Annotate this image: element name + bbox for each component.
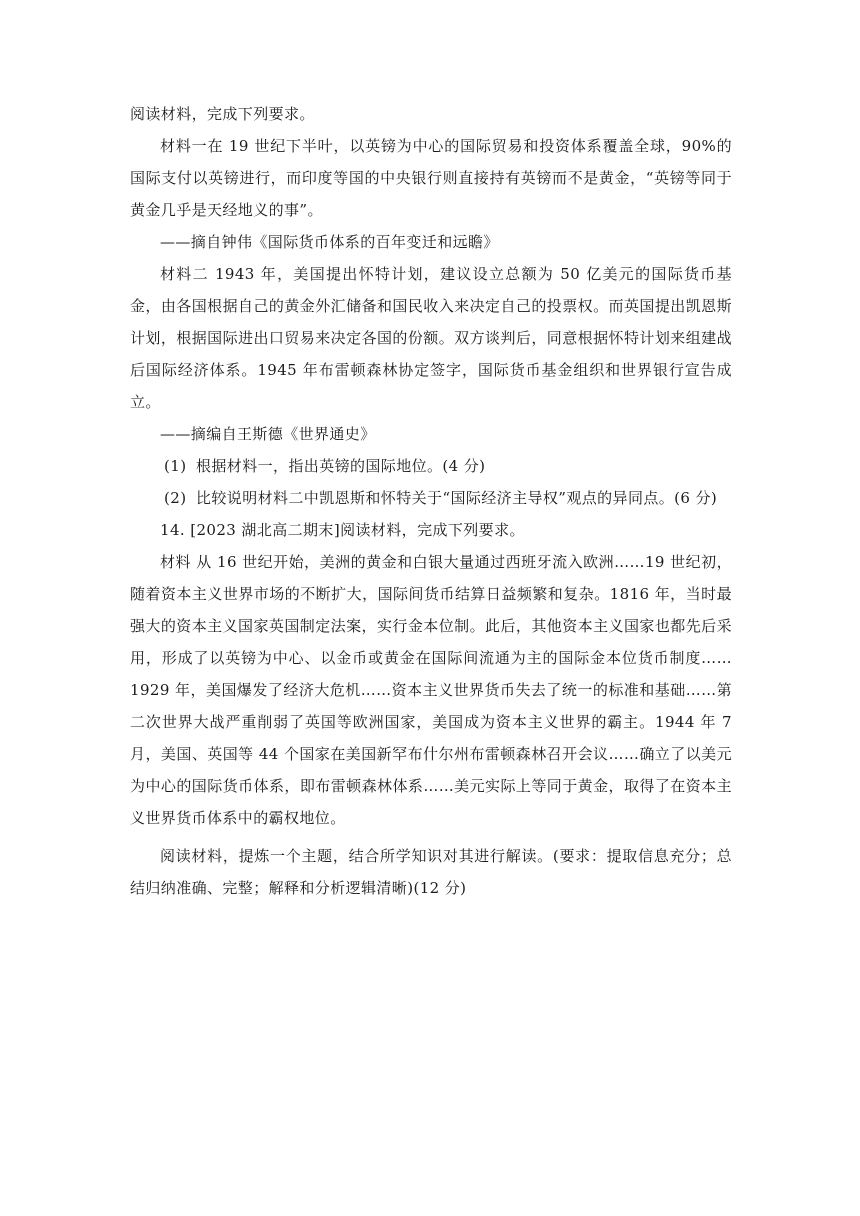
material-3-text: 材料 从 16 世纪开始，美洲的黄金和白银大量通过西班牙流入欧洲……19 世纪初，随着资本主义世界市场的不断扩大，国际间货币结算日益频繁和复杂。1816 年，当时最强大的资本主义国家英国制定法案，实行金本位制。此后，其他资本主义国家也都先后采用，形成了以英镑为中心、以金币或黄金在国际间流通为主的国际金本位货币制度……1929 年，美国爆发了经济大危机……资本主义世界货币失去了统一的标准和基础……第二次世界大战严重削弱了英国等欧洲国家，美国成为资本主义世界的霸主。1944 年 7 月，美国、英国等 44 个国家在美国新罕布什尔州布雷顿森林召开会议……确立了以美元为中心的国际货币体系，即布雷顿森林体系……美元实际上等同于黄金，取得了在资本主义世界货币体系中的霸权地位。 (130, 553, 732, 827)
intro-line: 阅读材料，完成下列要求。 (130, 105, 315, 123)
material-2-source: ——摘编自王斯德《世界通史》 (160, 425, 376, 443)
question-1-text: 根据材料一，指出英镑的国际地位。(4 分) (196, 457, 486, 475)
task-text: 阅读材料，提炼一个主题，结合所学知识对其进行解读。(要求：提取信息充分；总结归纳准确、完整；解释和分析逻辑清晰)(12 分) (130, 847, 732, 897)
material-1-source: ——摘自钟伟《国际货币体系的百年变迁和远瞻》 (160, 233, 499, 251)
question-1 (130, 450, 732, 482)
question-14-title: 14. [2023 湖北高二期末]阅读材料，完成下列要求。 (160, 521, 525, 539)
question-2 (130, 482, 732, 514)
question-1-number: (1) (164, 457, 187, 475)
material-2-text: 材料二 1943 年，美国提出怀特计划，建议设立总额为 50 亿美元的国际货币基金，由各国根据自己的黄金外汇储备和国民收入来决定自己的投票权。而英国提出凯恩斯计划，根据国际进出口贸易来决定各国的份额。双方谈判后，同意根据怀特计划来组建战后国际经济体系。1945 年布雷顿森林协定签字，国际货币基金组织和世界银行宣告成立。 (130, 265, 732, 411)
question-2-text: 比较说明材料二中凯恩斯和怀特关于“国际经济主导权”观点的异同点。(6 分) (196, 489, 718, 507)
material-1-text: 材料一在 19 世纪下半叶，以英镑为中心的国际贸易和投资体系覆盖全球，90%的国际支付以英镑进行，而印度等国的中央银行则直接持有英镑而不是黄金，“英镑等同于黄金几乎是天经地义的事”。 (130, 137, 732, 219)
question-2-number: (2) (164, 489, 187, 507)
